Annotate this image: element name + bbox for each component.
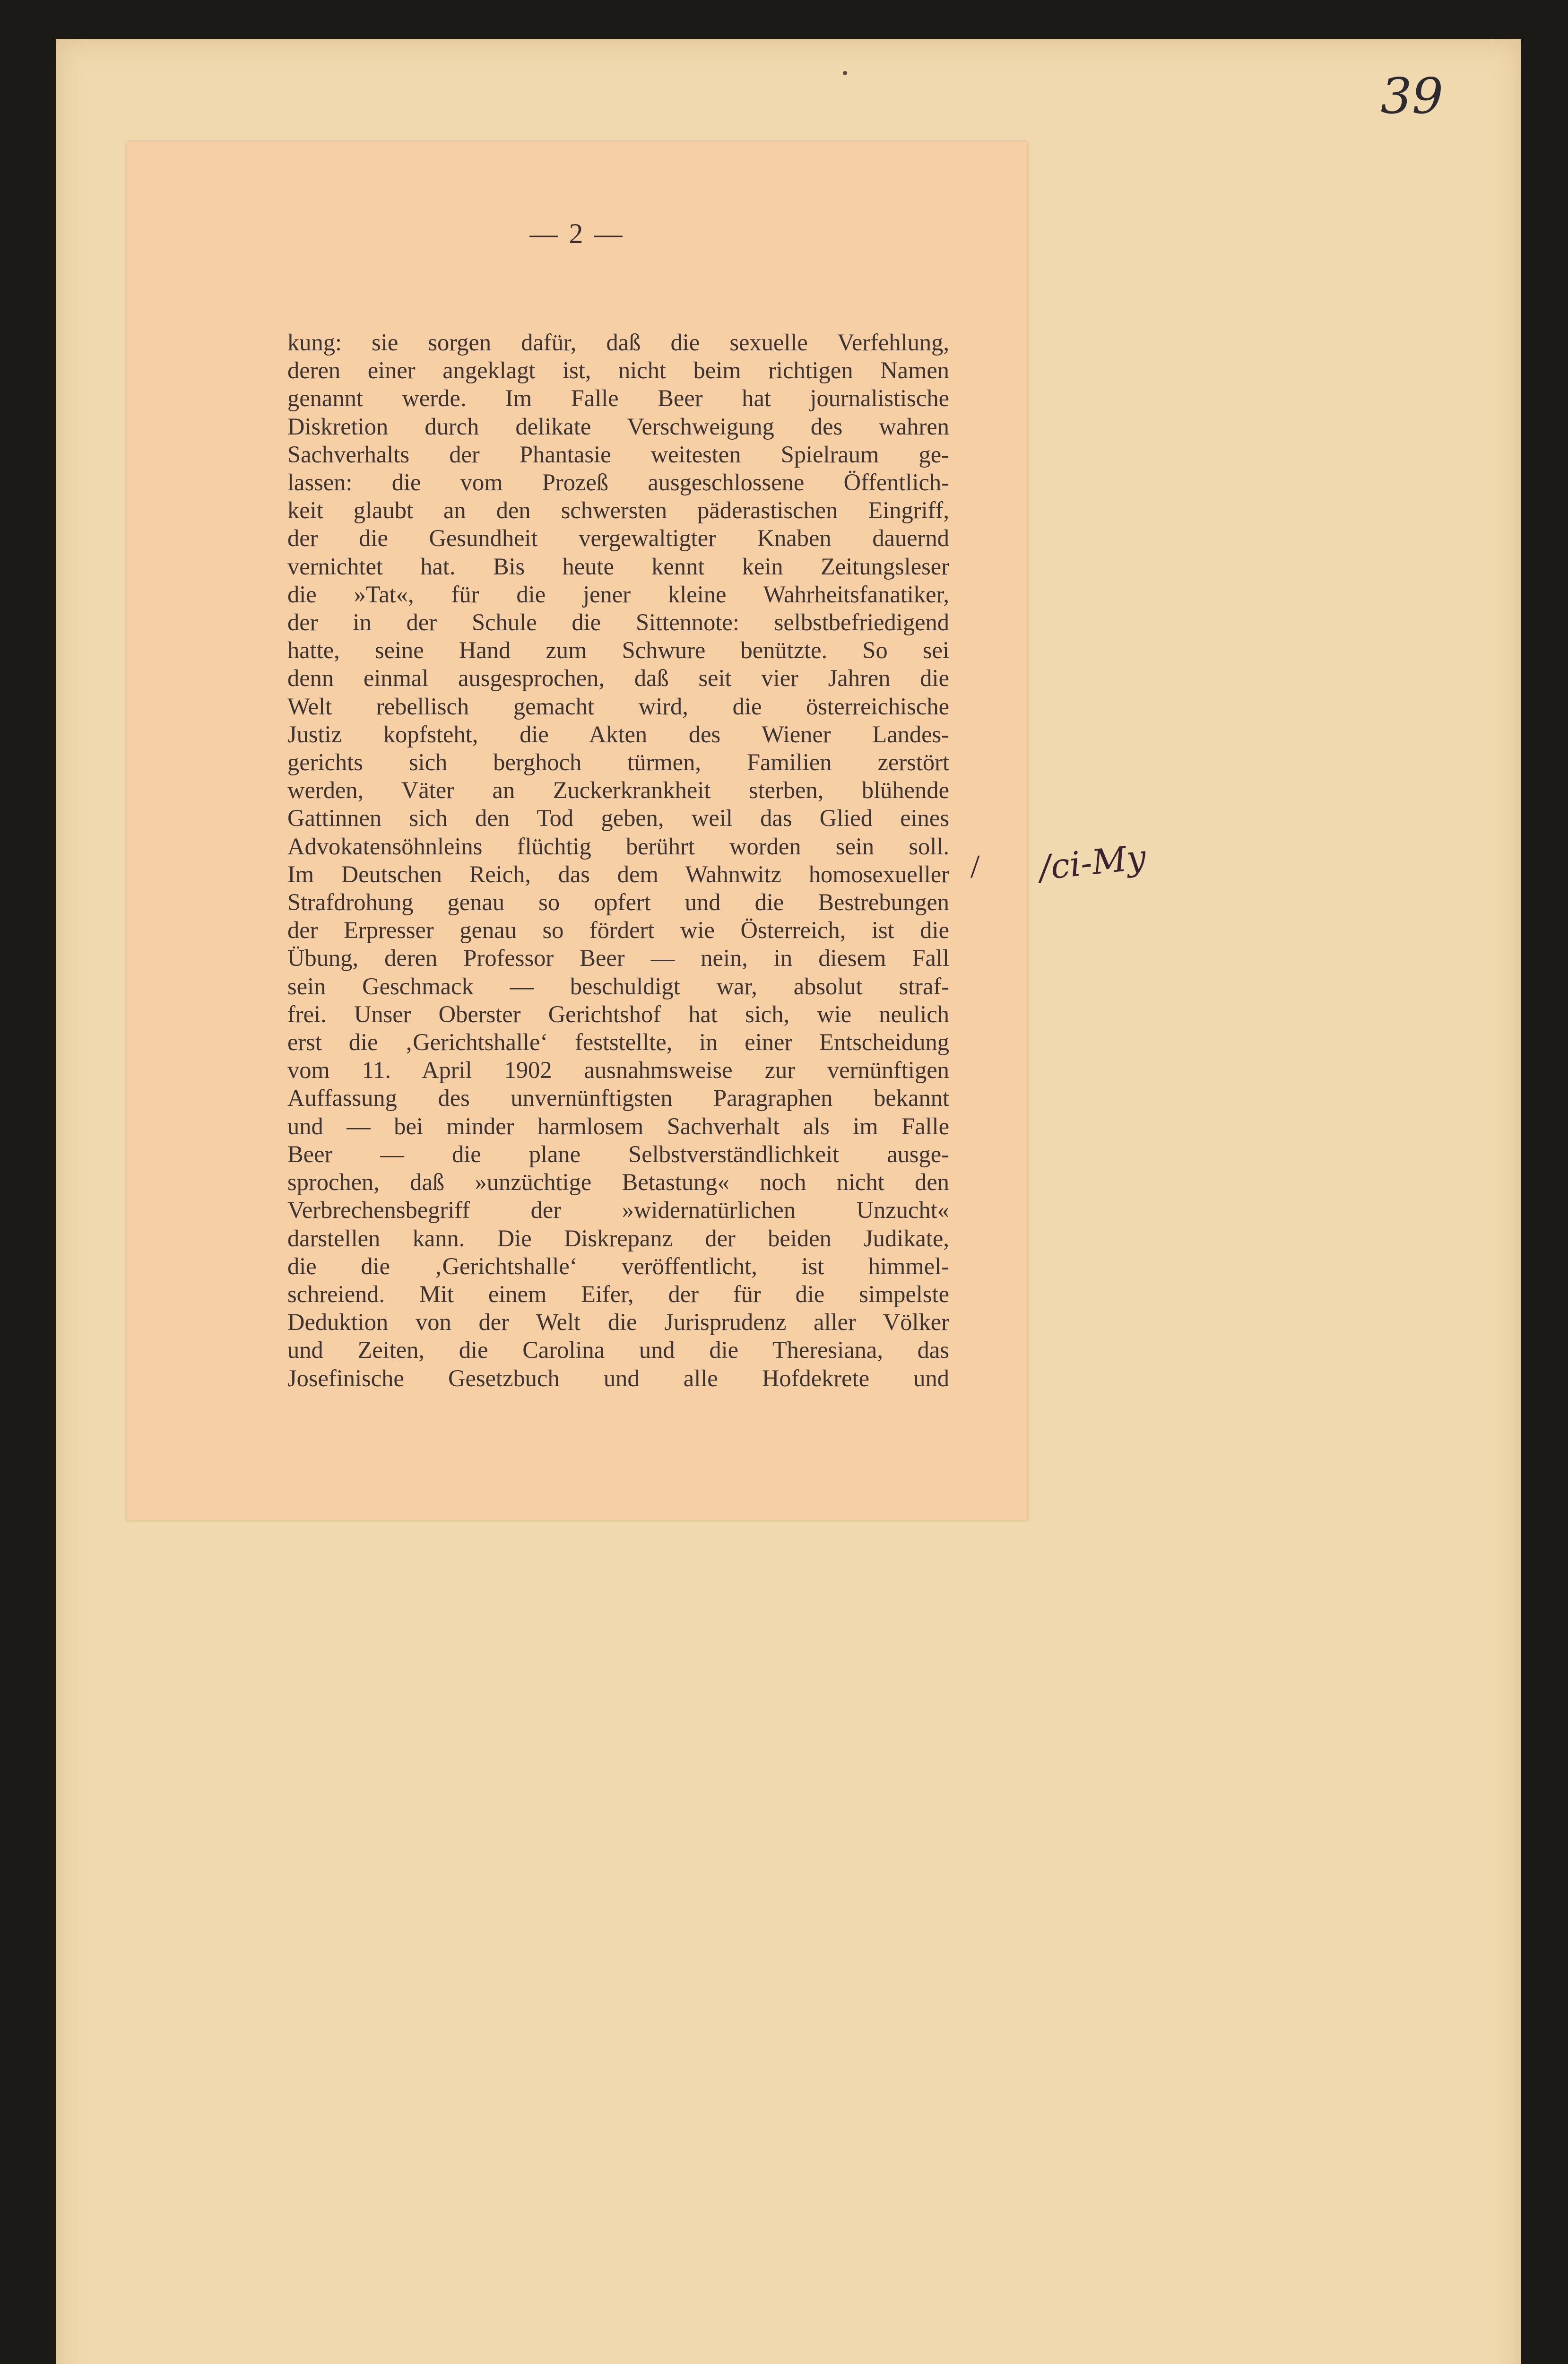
text-line: vom 11. April 1902 ausnahmsweise zur vernünftigen: [287, 1057, 949, 1084]
text-line: schreiend. Mit einem Eifer, der für die simpelste: [287, 1280, 949, 1307]
text-line: Diskretion durch delikate Verschweigung des wahren: [287, 413, 949, 440]
text-line: und Zeiten, die Carolina und die Theresiana, das: [287, 1337, 949, 1364]
text-line: Advokatensöhnleins flüchtig berührt worden sein soll.: [287, 833, 949, 860]
clipping-text: [287, 329, 949, 1392]
text-line: Auffassung des unvernünftigsten Paragraphen bekannt: [287, 1085, 949, 1112]
text-line: deren einer angeklagt ist, nicht beim richtigen Namen: [287, 357, 949, 384]
text-line: genannt werde. Im Falle Beer hat journalistische: [287, 385, 949, 412]
margin-mark: /: [970, 849, 980, 885]
text-line: frei. Unser Oberster Gerichtshof hat sich, wie neulich: [287, 1000, 949, 1027]
archive-sheet: [56, 39, 1521, 2364]
text-line: vernichtet hat. Bis heute kennt kein Zeitungsleser: [287, 553, 949, 580]
text-line: Gattinnen sich den Tod geben, weil das Glied eines: [287, 805, 949, 832]
clipping-page-header: — 2 —: [529, 218, 624, 249]
paper-speck: [843, 71, 847, 75]
text-line: der die Gesundheit vergewaltigter Knaben dauernd: [287, 525, 949, 552]
text-line: Justiz kopfsteht, die Akten des Wiener Landes-: [287, 721, 949, 747]
text-line: und — bei minder harmlosem Sachverhalt als im Falle: [287, 1112, 949, 1139]
text-line: Sachverhalts der Phantasie weitesten Spielraum ge-: [287, 441, 949, 468]
text-line: die »Tat«, für die jener kleine Wahrheitsfanatiker,: [287, 581, 949, 608]
text-line: Beer — die plane Selbstverständlichkeit ausge-: [287, 1140, 949, 1167]
newspaper-clipping: [127, 142, 1027, 1520]
text-line: Welt rebellisch gemacht wird, die österreichische: [287, 693, 949, 720]
text-line: denn einmal ausgesprochen, daß seit vier Jahren die: [287, 665, 949, 692]
page-number: 39: [1380, 67, 1443, 125]
text-line: Verbrechensbegriff der »widernatürlichen Unzucht«: [287, 1197, 949, 1224]
text-line: hatte, seine Hand zum Schwure benützte. So sei: [287, 637, 949, 664]
text-line: der Erpresser genau so fördert wie Österreich, ist die: [287, 917, 949, 944]
text-line: keit glaubt an den schwersten päderastischen Eingriff,: [287, 497, 949, 524]
text-line: die die ‚Gerichtshalle‘ veröffentlicht, ist himmel-: [287, 1252, 949, 1279]
text-line: darstellen kann. Die Diskrepanz der beiden Judikate,: [287, 1225, 949, 1252]
text-line: werden, Väter an Zuckerkrankheit sterben, blühende: [287, 777, 949, 804]
text-line: sein Geschmack — beschuldigt war, absolut straf-: [287, 973, 949, 999]
text-line: Deduktion von der Welt die Jurisprudenz aller Völker: [287, 1309, 949, 1336]
text-line: Übung, deren Professor Beer — nein, in diesem Fall: [287, 945, 949, 972]
text-line: sprochen, daß »unzüchtige Betastung« noch nicht den: [287, 1169, 949, 1196]
text-line: erst die ‚Gerichtshalle‘ feststellte, in einer Entscheidung: [287, 1029, 949, 1056]
text-line: kung: sie sorgen dafür, daß die sexuelle Verfehlung,: [287, 329, 949, 356]
text-line: gerichts sich berghoch türmen, Familien zerstört: [287, 749, 949, 776]
handwritten-margin-note: /ci-My: [1037, 837, 1148, 888]
text-line: Im Deutschen Reich, das dem Wahnwitz homosexueller: [287, 860, 949, 887]
text-line: der in der Schule die Sittennote: selbstbefriedigend: [287, 609, 949, 636]
text-line: Josefinische Gesetzbuch und alle Hofdekrete und: [287, 1365, 949, 1391]
text-line: Strafdrohung genau so opfert und die Bestrebungen: [287, 889, 949, 916]
text-line: lassen: die vom Prozeß ausgeschlossene Öffentlich-: [287, 469, 949, 496]
